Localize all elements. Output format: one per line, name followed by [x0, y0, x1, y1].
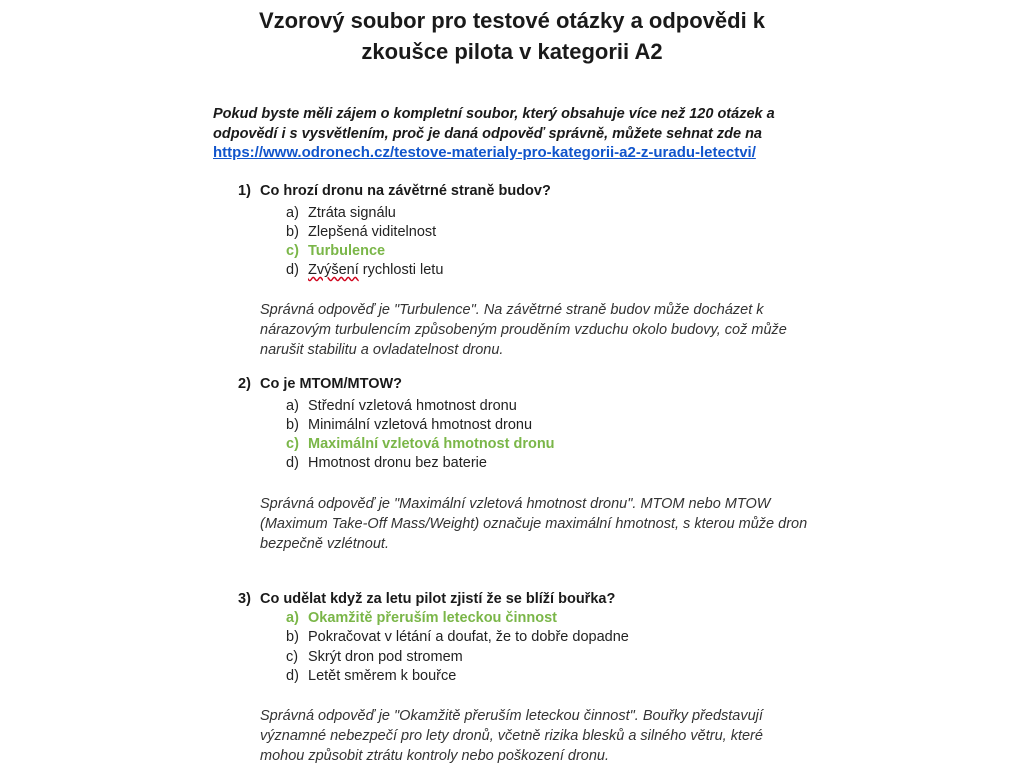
option-letter: b)	[286, 224, 299, 240]
question-number: 1)	[238, 183, 251, 199]
option-text: Skrýt dron pod stromem	[308, 649, 463, 665]
answer-option	[286, 224, 436, 240]
answer-option-correct	[286, 610, 557, 626]
option-text: Střední vzletová hmotnost dronu	[308, 398, 517, 414]
answer-option	[286, 668, 456, 684]
question-2	[238, 376, 402, 392]
question-3	[238, 591, 615, 607]
answer-option	[286, 455, 487, 471]
question-text: Co hrozí dronu na závětrné straně budov?	[260, 183, 551, 199]
option-letter: c)	[286, 649, 299, 665]
question-text: Co udělat když za letu pilot zjistí že se blíží bouřka?	[260, 591, 616, 607]
option-text: Letět směrem k bouřce	[308, 668, 457, 684]
option-text: Hmotnost dronu bez baterie	[308, 455, 487, 471]
intro-line-1: Pokud byste měli zájem o kompletní soubor, který obsahuje více než 120 otázek a	[213, 106, 775, 122]
question-number: 2)	[238, 376, 251, 392]
option-text: Minimální vzletová hmotnost dronu	[308, 417, 533, 433]
explanation-line: Správná odpověď je "Turbulence". Na závětrné straně budov může docházet k	[260, 302, 764, 318]
answer-option	[286, 262, 443, 278]
materials-link[interactable]: https://www.odronech.cz/testove-materialy-pro-kategorii-a2-z-uradu-letectvi/	[213, 144, 756, 161]
question-number: 3)	[238, 591, 251, 607]
question-1	[238, 183, 551, 199]
document-title-line-2: zkoušce pilota v kategorii A2	[361, 39, 663, 64]
explanation-line: (Maximum Take-Off Mass/Weight) označuje maximální hmotnost, s kterou může dron	[260, 516, 808, 532]
document-title-line-1: Vzorový soubor pro testové otázky a odpovědi k	[258, 8, 766, 33]
option-letter: a)	[286, 610, 299, 626]
option-letter: a)	[286, 398, 299, 414]
option-text: Maximální vzletová hmotnost dronu	[308, 436, 555, 452]
explanation-line: Správná odpověď je "Maximální vzletová hmotnost dronu". MTOM nebo MTOW	[260, 496, 771, 512]
option-letter: c)	[286, 243, 299, 259]
explanation-line: narušit stabilitu a ovladatelnost dronu.	[260, 342, 504, 358]
answer-option	[286, 629, 629, 645]
explanation-line: bezpečně vzlétnout.	[260, 536, 389, 552]
explanation-line: mohou způsobit ztrátu kontroly nebo poškození dronu.	[260, 748, 610, 764]
option-letter: b)	[286, 417, 299, 433]
option-text: Zlepšená viditelnost	[308, 224, 437, 240]
answer-option	[286, 417, 532, 433]
option-text: Pokračovat v létání a doufat, že to dobře dopadne	[308, 629, 629, 645]
option-letter: d)	[286, 455, 299, 471]
explanation-line: nárazovým turbulencím způsobeným prouděním vzduchu okolo budovy, což může	[260, 322, 787, 338]
option-text: rychlosti letu	[358, 262, 444, 278]
answer-option-correct	[286, 436, 555, 452]
option-text: Ztráta signálu	[308, 205, 396, 221]
answer-option	[286, 205, 396, 221]
option-text-misspelled: Zvýšení	[308, 262, 359, 278]
option-letter: d)	[286, 668, 299, 684]
answer-option	[286, 649, 463, 665]
option-letter: d)	[286, 262, 299, 278]
answer-option-correct	[286, 243, 385, 259]
intro-line-2: odpovědí i s vysvětlením, proč je daná odpověď správně, můžete sehnat zde na	[213, 126, 762, 142]
option-letter: a)	[286, 205, 299, 221]
explanation-line: Správná odpověď je "Okamžitě přeruším leteckou činnost". Bouřky představují	[260, 708, 763, 724]
question-text: Co je MTOM/MTOW?	[260, 376, 403, 392]
answer-option	[286, 398, 517, 414]
option-letter: c)	[286, 436, 299, 452]
option-text: Okamžitě přeruším leteckou činnost	[308, 610, 557, 626]
option-text: Turbulence	[308, 243, 386, 259]
explanation-line: významné nebezpečí pro lety dronů, včetně rizika blesků a silného větru, které	[260, 728, 763, 744]
option-letter: b)	[286, 629, 299, 645]
